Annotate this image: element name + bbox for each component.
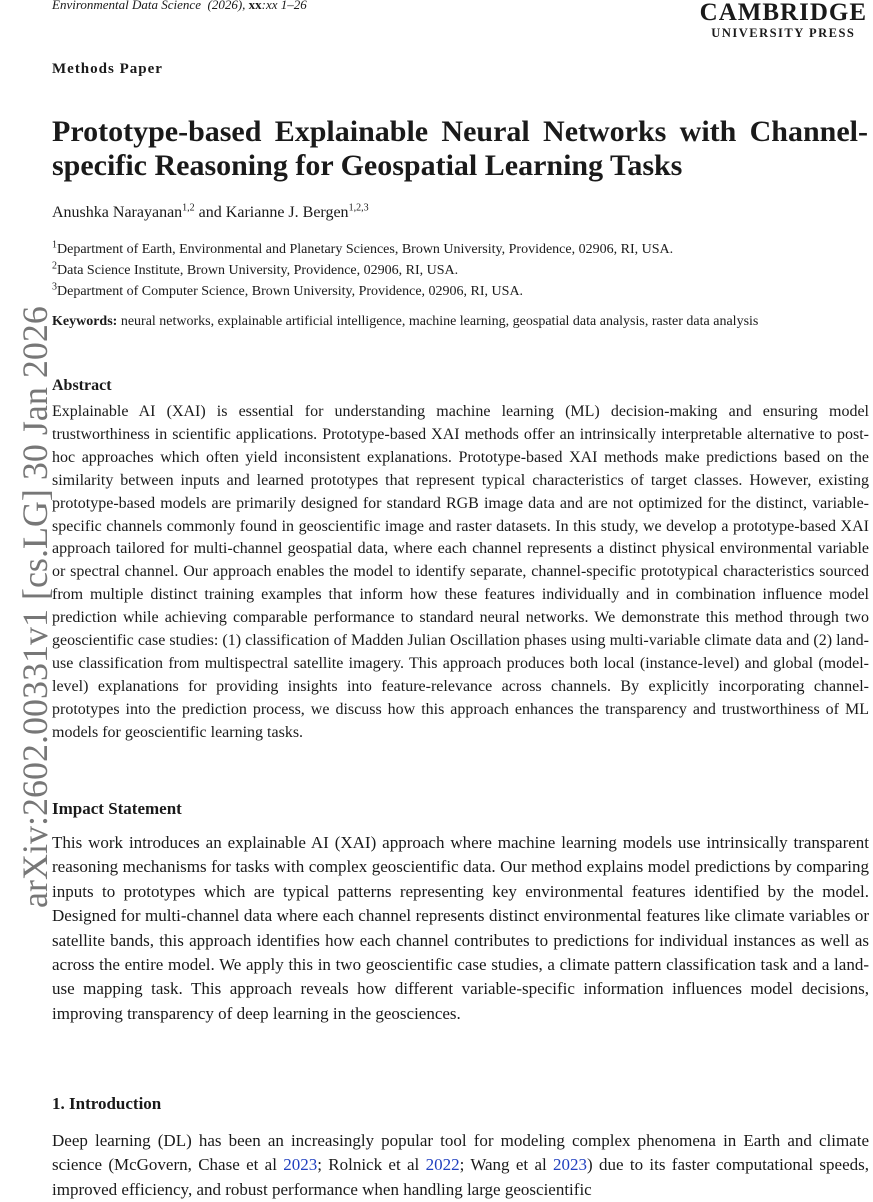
affiliation-text: Department of Computer Science, Brown University, Providence, 02906, RI, USA. bbox=[57, 284, 524, 299]
affiliation-number: 1 bbox=[52, 239, 57, 251]
impact-heading: Impact Statement bbox=[52, 799, 182, 818]
citation-link[interactable]: 2023 bbox=[553, 1155, 588, 1175]
journal-year: (2026), bbox=[207, 0, 246, 12]
intro-text: ; Wang et al bbox=[459, 1155, 554, 1175]
journal-name: Environmental Data Science bbox=[52, 0, 201, 12]
abstract-text: Explainable AI (XAI) is essential for understanding machine learning (ML) decision-making and ensuring model trustworthiness in scientific applications. Prototype-based XAI methods offer an intrinsically interpretable alternative to post-hoc approaches which often yield inconsistent explanations. Prototype-based XAI methods make predictions based on the similarity between inputs and learned prototypes that represent typical characteristics of target classes. However, existing prototype-based models are primarily designed for standard RGB image data and are not optimized for the distinct, variable-specific channels commonly found in geoscientific image and raster datasets. In this study, we develop a prototype-based XAI approach tailored for multi-channel geospatial data, where each channel represents a distinct physical environmental variable or spectral channel. Our approach enables the model to identify separate, channel-specific prototypical characteristics sourced from multiple distinct training examples that inform how these features individually and in combination influence model prediction while achieving comparable performance to standard neural networks. We demonstrate this method through two geoscientific case studies: (1) classification of Madden Julian Oscillation phases using multi-variable climate data and (2) land-use classification from multispectral satellite imagery. This approach produces both local (instance-level) and global (model-level) explanations for providing insights into feature-relevance across channels. By explicitly incorporating channel-prototypes into the prediction process, we discuss how this approach enhances the transparency and trustworthiness of ML models for geoscientific learning tasks. bbox=[52, 403, 869, 741]
arxiv-sidebar-stamp: arXiv:2602.00331v1 [cs.LG] 30 Jan 2026 bbox=[15, 306, 55, 908]
author-name: Karianne J. Bergen bbox=[225, 204, 349, 221]
journal-pages: :xx 1–26 bbox=[261, 0, 307, 12]
citation-link[interactable]: 2023 bbox=[283, 1155, 318, 1175]
section-heading-introduction: 1. Introduction bbox=[52, 1094, 162, 1113]
citation-link[interactable]: 2022 bbox=[425, 1155, 460, 1175]
introduction-text bbox=[52, 1129, 869, 1202]
keywords-label: Keywords: bbox=[52, 314, 118, 329]
paper-title: Prototype-based Explainable Neural Networks with Channel-specific Reasoning for Geospatial Learning Tasks bbox=[52, 115, 868, 182]
author-affiliation: 1,2,3 bbox=[348, 202, 369, 214]
affiliation-text: Department of Earth, Environmental and Planetary Sciences, Brown University, Providence, 02906, RI, USA. bbox=[57, 242, 674, 257]
journal-citation bbox=[52, 0, 307, 13]
author-name: Anushka Narayanan bbox=[52, 204, 183, 221]
publisher-logo-line1: CAMBRIDGE bbox=[699, 0, 867, 26]
affiliation-number: 2 bbox=[52, 260, 57, 272]
affiliation-text: Data Science Institute, Brown University, Providence, 02906, RI, USA. bbox=[57, 263, 459, 278]
impact-text: This work introduces an explainable AI (XAI) approach where machine learning models use intrinsically transparent reasoning mechanisms for tasks with complex geoscientific data. Our method explains model predictions by comparing inputs to prototypes which are typical patterns representing key environmental features identified by the model. Designed for multi-channel data where each channel represents distinct environmental features like climate variables or satellite bands, this approach identifies how each channel contributes to predictions for individual instances as well as across the entire model. We apply this in two geoscientific case studies, a climate pattern classification task and a land-use mapping task. This approach reveals how different variable-specific information influences model decisions, improving transparency of deep learning in the geosciences. bbox=[52, 833, 869, 1023]
paper-type: Methods Paper bbox=[52, 61, 163, 77]
affiliation bbox=[52, 239, 674, 258]
author-joiner: and bbox=[194, 204, 226, 221]
affiliation-number: 3 bbox=[52, 281, 57, 293]
abstract-heading: Abstract bbox=[52, 377, 112, 394]
publisher-logo bbox=[700, 0, 867, 40]
journal-volume: xx bbox=[248, 0, 262, 12]
affiliation bbox=[52, 281, 524, 300]
author-affiliation: 1,2 bbox=[182, 202, 195, 214]
intro-text: ; Rolnick et al bbox=[317, 1155, 426, 1175]
intro-text: Deep learning (DL) has been an increasingly popular tool for modeling complex phenomena in Earth and climate science (McGovern, Chase et al bbox=[52, 1131, 869, 1175]
keywords bbox=[52, 314, 758, 330]
affiliation bbox=[52, 260, 459, 279]
keywords-text: neural networks, explainable artificial intelligence, machine learning, geospatial data analysis, raster data analysis bbox=[120, 314, 759, 329]
intro-text: ) due to its faster computational speeds, improved efficiency, and robust performance when handling large geoscientific bbox=[52, 1155, 869, 1199]
author-list bbox=[52, 204, 369, 222]
publisher-logo-line2: UNIVERSITY PRESS bbox=[711, 26, 856, 40]
